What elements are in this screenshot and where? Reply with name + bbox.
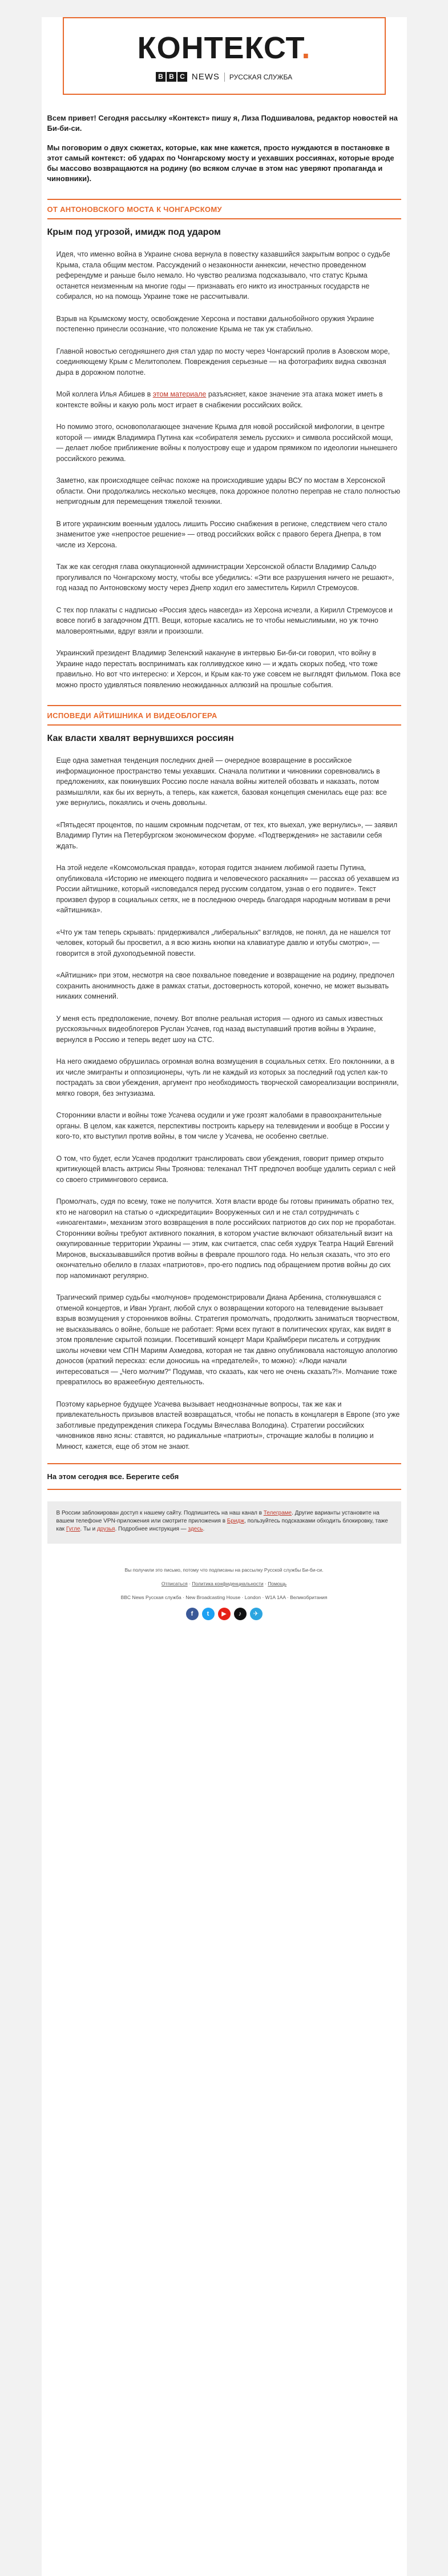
newsletter-page xyxy=(42,17,407,2576)
separator: · xyxy=(263,1581,268,1587)
bbc-letter-c: C xyxy=(177,72,187,82)
paragraph: Украинский президент Владимир Зеленский накануне в интервью Би-би-си говорил, что войну в Украине надо перестать воспринимать как голливудское кино — и ждать скорых побед, что тоже правильно. Но вот что интересно: и Херсон, и Крым как-то уже совсем не выглядят фильмом. Пока все можно просто удивляться появлению неожиданных аллюзий на прошлые события. xyxy=(56,649,401,689)
telegram-link[interactable]: Телеграме xyxy=(263,1510,292,1516)
footer-links xyxy=(47,1580,401,1587)
social-links xyxy=(47,1608,401,1620)
paragraph: Сторонники власти и войны тоже Усачева осудили и уже грозят жалобами в правоохранительные органы. В целом, как кажется, перспективы построить карьеру на телевидении и вообще в России у кого-то, кто выступил против войны, в том числе у Усачева, не особенно светлые. xyxy=(56,1111,390,1140)
paragraph: «Пятьдесят процентов, по нашим скромным подсчетам, от тех, кто выехал, уже вернулись», — заявил Владимир Путин на Петербургском экономическом форуме. «Подтверждения» не заставили себя ждать. xyxy=(56,820,398,850)
paragraph: На него ожидаемо обрушилась огромная волна возмущения в социальных сетях. Его поклонники, а в их числе эмигранты и оппозиционеры, чуть ли не каждый из которых за последний год успел как-то пострадать за свои убеждения, аргумент про необходимость творческой самореализации восприняли, мягко говоря, без энтузиазма. xyxy=(56,1057,399,1097)
bbc-letter-b2: B xyxy=(167,72,176,82)
text: . Другие варианты установите на вашем телефоне VPN-приложения или смотрите приложения в xyxy=(56,1510,380,1524)
paragraph: Идея, что именно война в Украине снова вернула в повестку казавшийся закрытым вопрос о судьбе Крыма, стала общим местом. Рассуждений о незаконности аннексии, нечестно проведенном референдуме и раньше было немало. Но чувство реализма подсказывало, что статус Крыма останется неизменным на многие годы — признавать его никто из иностранных государств не собирался, но на помощь Украине тоже не рассчитывали. xyxy=(56,250,390,301)
intro-summary: Мы поговорим о двух сюжетах, которые, как мне кажется, просто нуждаются в постановке в этот самый контекст: об ударах по Чонгарскому мосту и уехавших россиянах, которые вроде бы массово возвращаются на родину (во всяком случае в этом нас уверяют пропаганда и чиновники). xyxy=(47,143,394,183)
russian-service-label: РУССКАЯ СЛУЖБА xyxy=(229,73,293,81)
logo-dot: . xyxy=(301,31,311,65)
paragraph: Главной новостью сегодняшнего дня стал удар по мосту через Чонгарский пролив в Азовском море, соединяющему Крым с Мелитополем. Повреждения серьезные — на фотографиях видна сквозная дыра в дорожном полотне. xyxy=(56,347,390,376)
bbc-logo xyxy=(156,72,187,82)
paragraph: Еще одна заметная тенденция последних дней — очередное возвращение в российское информационное пространство темы уехавших. Сначала политики и чиновники соревновались в предложениях, как покинувших Россию после начала войны жителей обозвать и наказать, потом размышляли, как бы их вернуть, а теперь, как кажется, базовая концепция сменилась еще раз: все уже вернулись, покаялись и очень довольны. xyxy=(56,756,387,807)
paragraph: «Что уж там теперь скрывать: придерживался „либеральных“ взглядов, не понял, да не нашелся тот человек, который бы просветил, а я всю жизнь кнопки на клавиатуре давлю и ютубы смотрю», — говорится в этой духоподъемной повести. xyxy=(56,928,391,958)
text: . xyxy=(203,1526,205,1532)
article-link[interactable]: этом материале xyxy=(152,390,207,398)
intro-greeting: Всем привет! Сегодня рассылку «Контекст» пишу я, Лиза Подшивалова, редактор новостей на Би-би-си. xyxy=(47,114,398,133)
section-label-returnees: ИСПОВЕДИ АЙТИШНИКА И ВИДЕОБЛОГЕРА xyxy=(47,705,401,726)
bridge-link[interactable]: Бридж xyxy=(227,1518,245,1524)
footer-meta xyxy=(47,1567,401,1620)
intro xyxy=(47,113,401,184)
kontekst-logo xyxy=(64,32,385,64)
brand-divider xyxy=(224,73,225,82)
logo-text: КОНТЕКСТ xyxy=(137,31,302,65)
text: разъясняет, какое значение эта атака может иметь в контексте войны и какую роль мост играет в снабжении российских войск. xyxy=(56,390,383,409)
text: . Подробнее инструкция — xyxy=(115,1526,188,1532)
text: , пользуйтесь подсказками обходить блокировку, таже как xyxy=(56,1518,388,1532)
access-info-box xyxy=(47,1501,401,1544)
bbc-brand-line xyxy=(64,72,385,82)
paragraph xyxy=(56,389,401,410)
friends-link[interactable]: друзья xyxy=(96,1526,115,1532)
paragraph: «Айтишник» при этом, несмотря на свое похвальное поведение и возвращение на родину, предпочел сохранить анонимность даже в рамках статьи, достоверность которой, конечно, не может вызывать никаких сомнений. xyxy=(56,971,395,1000)
telegram-icon[interactable]: ✈ xyxy=(250,1608,263,1620)
paragraph: Поэтому карьерное будущее Усачева вызывает неоднозначные вопросы, так же как и привлекательность призывов властей возвращаться, чтобы не попасть в концлагеря в Европе (это уже заботливые предупреждения спикера Госдумы Вячеслава Володина). Стратегии российских чиновников явно ясны: ставятся, но радикальные «патриоты», строчащие жалобы в полицию и Минюст, кажется, еще об этом не знают. xyxy=(56,1400,400,1451)
text: . Ты и xyxy=(80,1526,97,1532)
story-body-crimea xyxy=(47,249,401,690)
postal-address: BBC News Русская служба · New Broadcasting House · London · W1A 1AA · Великобритания xyxy=(120,1595,328,1600)
story-title-crimea: Крым под угрозой, имидж под ударом xyxy=(47,227,221,237)
paragraph: Так же как сегодня глава оккупационной администрации Херсонской области Владимир Сальдо прогуливался по Чонгарскому мосту, чтобы все убедились: «Эти все разрушения ничего не решают», год назад по Антоновскому мосту через Днепр ходил его заместитель Кирилл Стремоусов. xyxy=(56,563,394,592)
paragraph: О том, что будет, если Усачев продолжит транслировать свои убеждения, говорит пример открыто критикующей власть актрисы Яны Троянова: телеканал ТНТ предпочел вообще удалить сериал с ней со своего стримингового сервиса. xyxy=(56,1154,396,1184)
masthead xyxy=(63,17,386,95)
closing-line: На этом сегодня все. Берегите себя xyxy=(47,1463,401,1490)
paragraph: Трагический пример судьбы «молчунов» продемонстрировали Диана Арбенина, столкнувшаяся с отменой концертов, и Иван Ургант, любой слух о возвращении которого на телевидение вызывает взрыв возмущения у сторонников войны. Стратегия промолчать, продолжить заниматься творчеством, не высказываясь о войне, больше не работает: Ярми всех пугают в политических кругах, как видят в этом проявление скрытой позиции. Посетивший концерт Мари Краймбрери писатель и сотрудник школы ночевки чем СПН Мариям Ахмедова, которая не так давно опубликовала настоящую апологию доносов (краткий пересказ: если доносишь на «предателей», то можно): «Люди начали интересоваться — „Чего молчим?“ Подумав, что сказать, как чего не очень сказать?!». Молчание тоже превратилось во вражеебную деятельность. xyxy=(56,1293,399,1386)
paragraph: Но помимо этого, основополагающее значение Крыма для новой российской мифологии, в центре которой — имидж Владимира Путина как «собирателя земель русских» и символа российской мощи, — делает любое приближение войны к полуострову еще и ударом прямиком по идеологии нынешнего российского режима. xyxy=(56,423,398,463)
paragraph: Заметно, как происходящее сейчас похоже на происходившие удары ВСУ по мостам в Херсонской области. Они продолжались несколько месяцев, пока дорожное полотно переправ не стало полностью непригодным для перемещения тяжелой техники. xyxy=(56,476,401,506)
help-link[interactable]: Помощь xyxy=(268,1581,287,1587)
section-label-bridge: ОТ АНТОНОВСКОГО МОСТА К ЧОНГАРСКОМУ xyxy=(47,199,401,219)
subscription-note: Вы получили это письмо, потому что подписаны на рассылку Русской службы Би-би-си. xyxy=(124,1567,324,1573)
youtube-icon[interactable]: ▶ xyxy=(218,1608,231,1620)
unsubscribe-link[interactable]: Отписаться xyxy=(161,1581,188,1587)
facebook-icon[interactable]: f xyxy=(186,1608,199,1620)
text: В России заблокирован доступ к нашему сайту. Подпишитесь на наш канал в xyxy=(56,1510,264,1516)
paragraph: С тех пор плакаты с надписью «Россия здесь навсегда» из Херсона исчезли, а Кирилл Стремоусов и вовсе погиб в загадочном ДТП. Вещи, которые касались не то чтобы немыслимыми, но уж точно маловероятными, вдруг взяли и произошли. xyxy=(56,606,393,635)
story-body-returnees xyxy=(47,755,401,1452)
twitter-icon[interactable]: t xyxy=(202,1608,215,1620)
story-title-returnees: Как власти хвалят вернувшихся россиян xyxy=(47,734,234,743)
bbc-news-label: NEWS xyxy=(191,72,220,82)
text: Мой коллега Илья Абишев в xyxy=(56,390,153,398)
privacy-link[interactable]: Политика конфиденциальности xyxy=(192,1581,264,1587)
separator: · xyxy=(187,1581,192,1587)
paragraph: На этой неделе «Комсомольская правда», которая годится знанием любимой газеты Путина, опубликовала «Историю не имеющего подвига и человеческого раскаяния» — рассказ об уехавшем из России айтишнике, который «исповедался перед русским солдатом, узнав о его подвиге». Текст произвел фурор в социальных сетях, не в последнюю очередь благодаря народным мотивам в речи «айтишника». xyxy=(56,864,399,914)
paragraph: В итоге украинским военным удалось лишить Россию снабжения в регионе, следствием чего стало знаменитое уже «непростое решение» — отвод российских войск с правого берега Днепра, в том числе из Херсона. xyxy=(56,519,388,549)
paragraph: Промолчать, судя по всему, тоже не получится. Хотя власти вроде бы готовы принимать обратно тех, кто не наговорил на статью о «дискредитации» Вооруженных сил и не стал сотрудничать с «иноагентами», механизм этого возвращения в поле российских патриотов до сих пор не проработан. Сторонники войны требуют активного покаяния, в котором участие включают обязательный визит на оккупированные территории Украины — этим, как считается, спас себя худрук Театра Наций Евгений Миронов, высказывавшийся против войны в феврале прошлого года. Но нельзя сказать, что это его окончательно обелило в глазах «патриотов», про-его подпись под обращением против войны до сих пор напоминают регулярно. xyxy=(56,1197,396,1280)
bbc-letter-b1: B xyxy=(156,72,166,82)
google-link[interactable]: Гугле xyxy=(66,1526,80,1532)
paragraph: У меня есть предположение, почему. Вот вполне реальная история — одного из самых известных русскоязычных видеоблогеров Руслан Усачев, год назад выступавший против войны в Украине, вернулся в Россию и теперь ведет шоу на СТС. xyxy=(56,1014,383,1044)
instructions-link[interactable]: здесь xyxy=(188,1526,203,1532)
tiktok-icon[interactable]: ♪ xyxy=(234,1608,247,1620)
paragraph: Взрыв на Крымскому мосту, освобождение Херсона и поставки дальнобойного оружия Украине постепенно принесли осознание, что положение Крыма не так уж стабильно. xyxy=(56,314,374,333)
